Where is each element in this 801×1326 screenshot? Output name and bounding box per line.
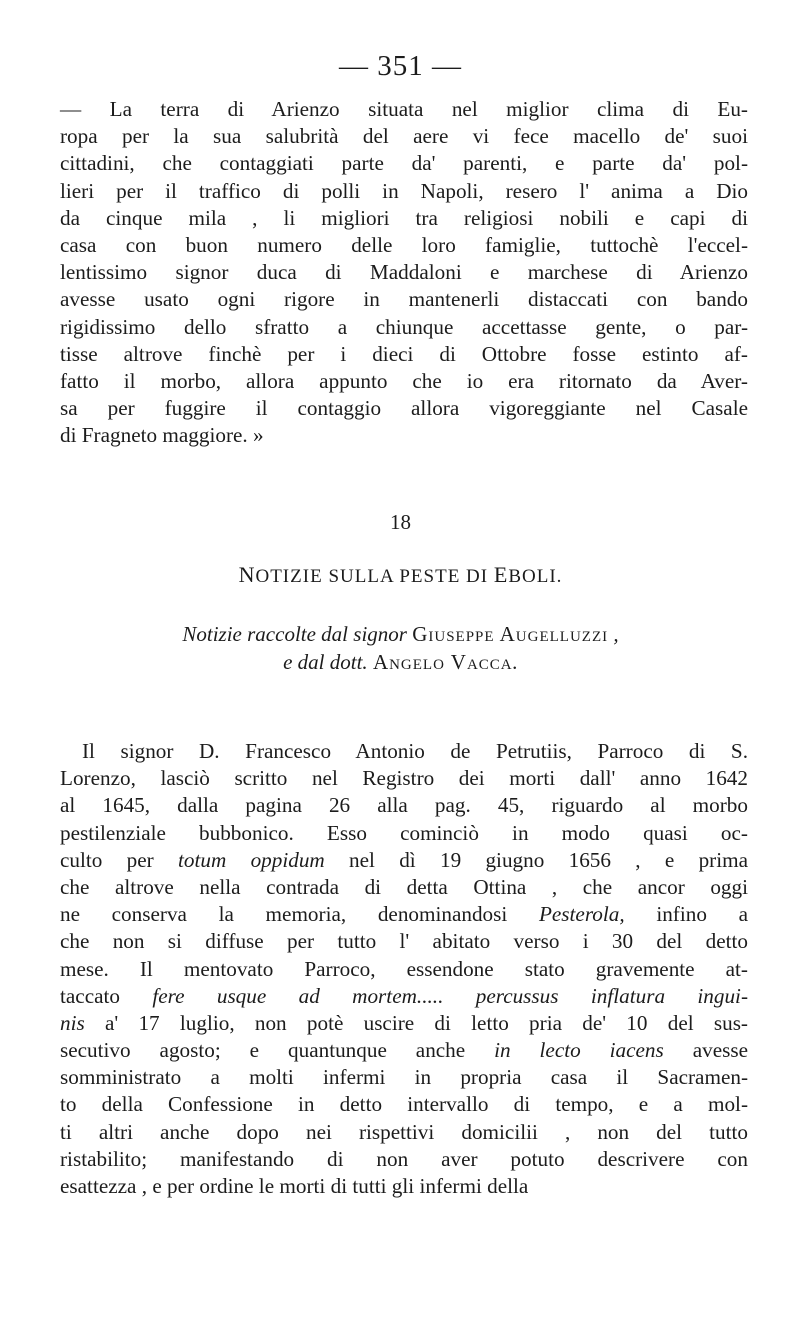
subtitle-line-1 <box>0 622 801 647</box>
subtitle-suffix-2: . <box>512 650 518 674</box>
text-segment: ristabilito; manifestando di non aver potuto descrivere con <box>60 1146 748 1171</box>
text-line: rigidissimo dello sfratto a chiunque accettasse gente, o par- <box>60 314 748 339</box>
text-segment: nel dì 19 giugno 1656 , e prima <box>324 847 749 872</box>
text-line <box>60 928 748 955</box>
text-line <box>60 1173 748 1200</box>
text-line: casa con buon numero delle loro famiglie, tuttochè l'eccel- <box>60 232 748 257</box>
text-line <box>60 983 748 1010</box>
italic-phrase: nis <box>60 1010 85 1035</box>
text-line <box>60 1119 748 1146</box>
author-name-vacca: Angelo Vacca <box>372 650 513 674</box>
text-line: cittadini, che contaggiati parte da' parenti, e parte da' pol- <box>60 151 748 176</box>
text-line: lieri per il traffico di polli in Napoli, resero l' anima a Dio <box>60 178 748 203</box>
text-line: lentissimo signor duca di Maddaloni e marchese di Arienzo <box>60 260 748 285</box>
text-line: sa per fuggire il contaggio allora vigoreggiante nel Casale <box>60 396 748 421</box>
text-line: da cinque mila , li migliori tra religiosi nobili e capi di <box>60 205 748 230</box>
text-line: di Fragneto maggiore. » <box>60 423 264 448</box>
text-line <box>60 1146 748 1173</box>
text-segment: somministrato a molti infermi in propria casa il Sacramen- <box>60 1065 748 1090</box>
title-initial-n: N <box>238 562 256 587</box>
text-segment: pestilenziale bubbonico. Esso cominciò in modo quasi oc- <box>60 820 748 845</box>
text-line <box>60 901 748 928</box>
section-title <box>0 562 801 588</box>
text-segment: infino a <box>624 902 749 927</box>
subtitle-suffix-1: , <box>608 622 619 646</box>
text-segment: ti altri anche dopo nei rispettivi domicilii , non del tutto <box>60 1119 748 1144</box>
text-segment: a' 17 luglio, non potè uscire di letto pria de' 10 del sus- <box>84 1010 748 1035</box>
subtitle-prefix-2: e dal dott. <box>283 650 373 674</box>
text-segment: to della Confessione in detto intervallo di tempo, e a mol- <box>60 1092 748 1117</box>
text-segment: mese. Il mentovato Parroco, essendone stato gravemente at- <box>60 956 748 981</box>
text-segment: secutivo agosto; e quantunque anche <box>60 1038 495 1063</box>
text-line <box>60 792 748 819</box>
text-segment: taccato <box>60 983 153 1008</box>
italic-phrase: Pesterola, <box>538 902 625 927</box>
text-line: tisse altrove finchè per i dieci di Ottobre fosse estinto af- <box>60 341 748 366</box>
title-part-otizie: OTIZIE <box>255 566 323 587</box>
text-line: ropa per la sua salubrità del aere vi fece macello de' suoi <box>60 124 748 149</box>
italic-phrase: fere usque ad mortem..... percussus inflatura ingui- <box>152 983 748 1008</box>
text-line <box>60 1010 748 1037</box>
text-line <box>60 738 748 765</box>
text-line <box>60 1064 748 1091</box>
italic-phrase: in lecto iacens <box>494 1038 664 1063</box>
text-line <box>60 874 748 901</box>
text-segment: Il signor D. Francesco Antonio de Petrutiis, Parroco di S. <box>82 739 748 763</box>
text-line <box>60 1091 748 1118</box>
text-segment: culto per <box>60 847 179 872</box>
text-line <box>60 956 748 983</box>
subtitle-line-2 <box>0 650 801 675</box>
text-segment: che altrove nella contrada di detta Ottina , che ancor oggi <box>60 874 748 899</box>
text-segment: che non si diffuse per tutto l' abitato verso i 30 del detto <box>60 929 748 954</box>
italic-phrase: totum oppidum <box>178 847 325 872</box>
text-segment: ne conserva la memoria, denominandosi <box>60 902 539 927</box>
paragraph-arienzo <box>60 96 748 449</box>
text-segment: esattezza , e per ordine le morti di tutti gli infermi della <box>60 1174 529 1198</box>
title-initial-e: E <box>493 562 509 587</box>
text-line <box>60 847 748 874</box>
text-line: avesse usato ogni rigore in mantenerli distaccati con bando <box>60 287 748 312</box>
text-segment: al 1645, dalla pagina 26 alla pag. 45, riguardo al morbo <box>60 793 748 818</box>
text-line: — La terra di Arienzo situata nel miglior clima di Eu- <box>60 97 748 121</box>
text-line <box>60 1037 748 1064</box>
text-line: fatto il morbo, allora appunto che io era ritornato da Aver- <box>60 368 748 393</box>
text-line <box>60 820 748 847</box>
text-line <box>60 765 748 792</box>
author-name-augelluzzi: Giuseppe Augelluzzi <box>412 622 609 646</box>
subtitle-prefix-1: Notizie raccolte dal signor <box>182 622 413 646</box>
section-number: 18 <box>390 510 411 534</box>
title-part-sulla-peste-di: SULLA PESTE DI <box>322 566 494 587</box>
title-part-boli: BOLI. <box>508 566 563 587</box>
text-segment: Lorenzo, lasciò scritto nel Registro dei morti dall' anno 1642 <box>60 766 748 791</box>
page-number: — 351 — <box>339 50 462 82</box>
paragraph-petrutiis <box>60 738 748 1200</box>
text-segment: avesse <box>663 1038 749 1063</box>
